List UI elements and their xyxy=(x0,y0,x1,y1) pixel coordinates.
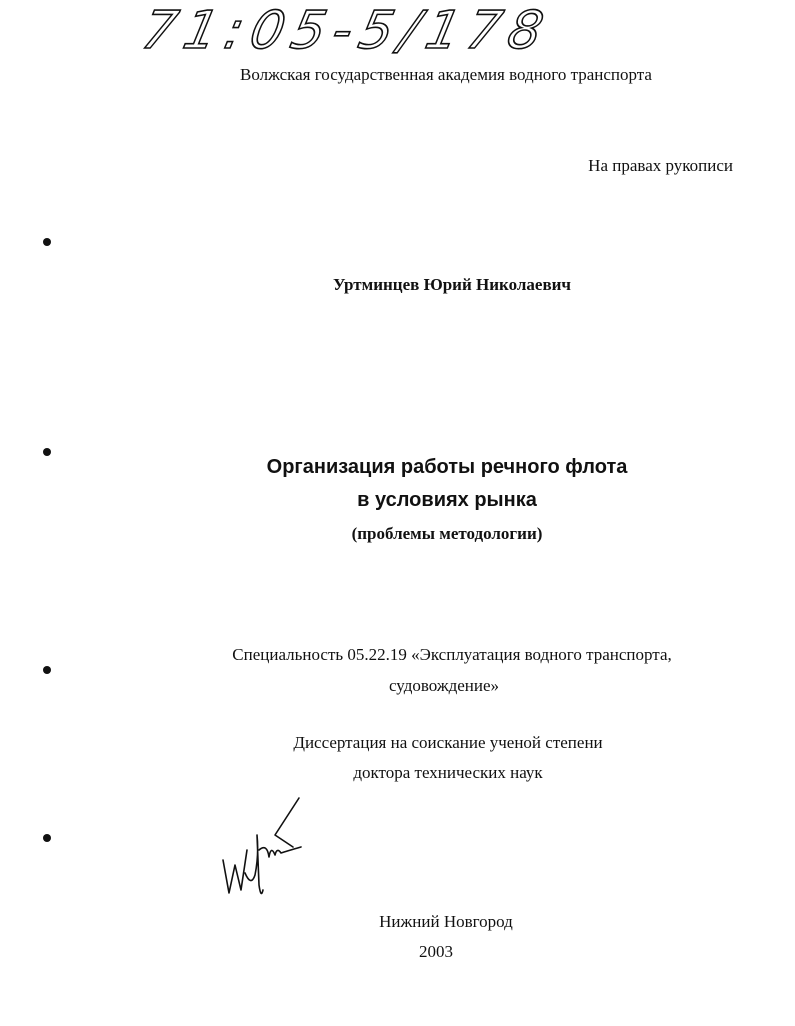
binding-hole-mark xyxy=(43,448,51,456)
svg-text:71:05-5/178: 71:05-5/178 xyxy=(137,0,557,61)
degree-line-1: Диссертация на соискание ученой степени xyxy=(293,733,603,752)
degree-line-2: доктора технических наук xyxy=(353,763,543,782)
year: 2003 xyxy=(419,942,453,961)
institution-name: Волжская государственная академия водного транспорта xyxy=(240,65,652,84)
author-signature xyxy=(215,795,315,905)
title-line-1: Организация работы речного флота xyxy=(266,456,628,478)
specialty-line-2: судовождение» xyxy=(388,676,500,695)
subtitle: (проблемы методологии) xyxy=(351,524,543,543)
binding-hole-mark xyxy=(43,238,51,246)
handwritten-call-number xyxy=(137,0,557,62)
specialty-line-1: Специальность 05.22.19 «Эксплуатация водного транспорта, xyxy=(232,645,672,664)
author-name: Уртминцев Юрий Николаевич xyxy=(332,275,572,294)
binding-hole-mark xyxy=(43,666,51,674)
city: Нижний Новгород xyxy=(379,912,513,931)
title-line-2: в условиях рынка xyxy=(357,489,537,511)
binding-hole-mark xyxy=(43,834,51,842)
manuscript-note: На правах рукописи xyxy=(588,156,733,175)
